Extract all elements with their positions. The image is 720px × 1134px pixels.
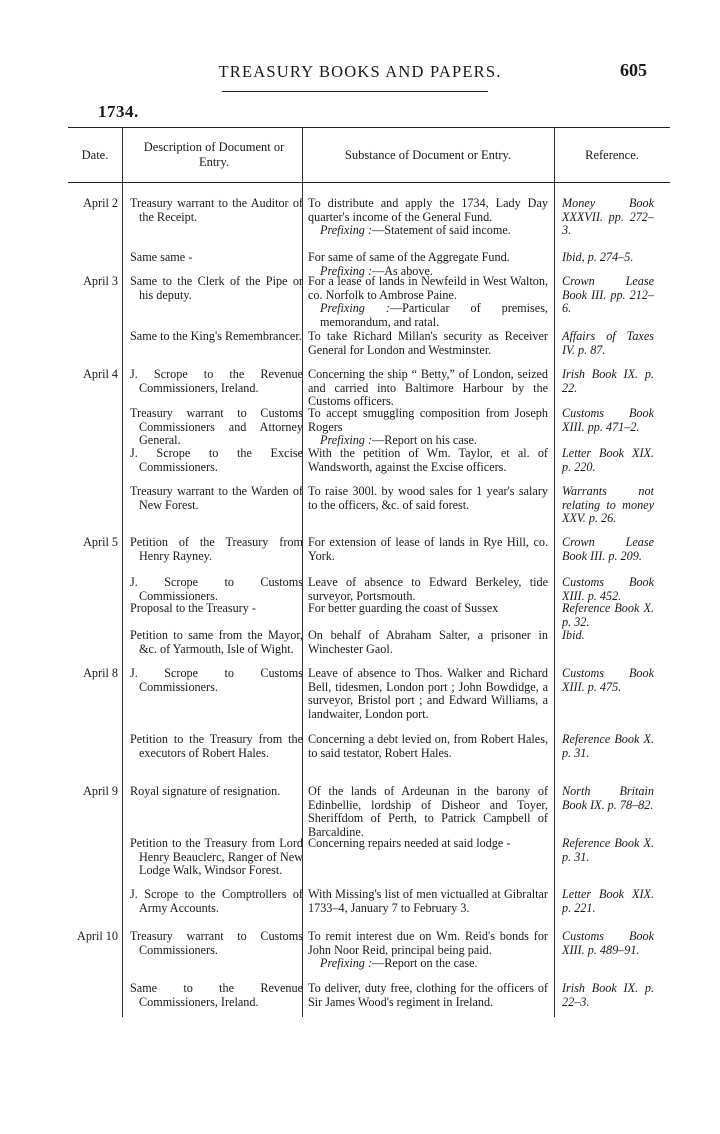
prefixing-label: Prefixing : [320, 223, 373, 238]
entry-reference: Crown Lease Book III. pp. 212–6. [562, 274, 654, 316]
entry-description: Same same - [130, 250, 193, 264]
entry-reference: Money Book XXXVII. pp. 272–3. [562, 196, 654, 238]
entry-substance [308, 785, 548, 839]
entry-description: Treasury warrant to the Auditor of the Receipt. [130, 196, 303, 224]
table-top-rule [68, 127, 670, 128]
entry-date: April 2 [83, 196, 118, 210]
entry-description: J. Scrope to the Excise Commissioners. [130, 446, 303, 474]
column-divider [122, 127, 123, 1017]
entry-reference: Warrants not relating to money XXV. p. 26. [562, 484, 654, 526]
entry-description: Petition to same from the Mayor, &c. of Yarmouth, Isle of Wight. [130, 628, 303, 656]
entry-substance-text: For extension of lease of lands in Rye Hill, co. York. [308, 535, 548, 563]
entry-substance-text: Concerning the ship “ Betty,” of London, seized and carried into Baltimore Harbour by the Customs officers. [308, 367, 548, 409]
prefixing-text: —As above. [372, 263, 433, 278]
entry-substance-text: Leave of absence to Thos. Walker and Richard Bell, tidesmen, London port ; John Bowdidge, a surveyor, Bristol port ; and Edward Williams, a landwaiter, London port. [308, 666, 548, 721]
entry-reference: Customs Book XIII. pp. 471–2. [562, 406, 654, 434]
entry-description: J. Scrope to Customs Commissioners. [130, 575, 303, 603]
entry-reference: Reference Book X. p. 31. [562, 732, 654, 760]
entry-date: April 5 [83, 535, 118, 549]
entry-substance [308, 733, 548, 760]
entry-reference: Letter Book XIX. p. 220. [562, 446, 654, 474]
entry-substance [308, 485, 548, 512]
col-header-description: Description of Document or Entry. [143, 140, 285, 169]
entry-reference: Irish Book IX. p. 22. [562, 367, 654, 395]
col-header-reference: Reference. [585, 148, 639, 162]
prefixing-label: Prefixing : [320, 433, 373, 448]
entry-substance [308, 330, 548, 357]
entry-prefixing-note [308, 224, 548, 238]
entry-reference: Letter Book XIX. p. 221. [562, 887, 654, 915]
entry-date: April 10 [77, 929, 118, 943]
entry-reference: Customs Book XIII. p. 475. [562, 666, 654, 694]
entry-description: Petition to the Treasury from Lord Henry Beauclerc, Ranger of New Lodge Walk, Windsor Forest. [130, 836, 303, 878]
entry-description: Same to the Revenue Commissioners, Ireland. [130, 981, 303, 1009]
entry-substance [308, 837, 548, 851]
entry-description: J. Scrope to Customs Commissioners. [130, 666, 303, 694]
prefixing-label: Prefixing : [320, 956, 373, 971]
entry-date: April 9 [83, 784, 118, 798]
records-table [68, 127, 670, 1017]
running-title: TREASURY BOOKS AND PAPERS. [218, 62, 502, 81]
entry-substance [308, 536, 548, 563]
entry-substance [308, 576, 548, 603]
entry-substance-text: With Missing's list of men victualled at Gibraltar 1733–4, January 7 to February 3. [308, 887, 548, 915]
entry-substance [308, 629, 548, 656]
entry-substance [308, 275, 548, 329]
entry-substance [308, 930, 548, 971]
entry-description: Same to the Clerk of the Pipe or his deputy. [130, 274, 303, 302]
entry-date: April 4 [83, 367, 118, 381]
entry-reference: Customs Book XIII. p. 489–91. [562, 929, 654, 957]
entry-reference: North Britain Book IX. p. 78–82. [562, 784, 654, 812]
entry-substance-text: For better guarding the coast of Sussex [308, 601, 499, 615]
entry-substance [308, 197, 548, 238]
entry-description: Treasury warrant to Customs Commissioners and Attorney General. [130, 406, 303, 448]
entry-substance [308, 982, 548, 1009]
entry-description: Same to the King's Remembrancer. [130, 329, 302, 343]
entry-substance-text: On behalf of Abraham Salter, a prisoner in Winchester Gaol. [308, 628, 548, 656]
prefixing-text: —Report on the case. [372, 956, 478, 971]
entry-substance-text: To remit interest due on Wm. Reid's bonds for John Noor Reid, principal being paid. [308, 929, 548, 957]
entry-reference: Irish Book IX. p. 22–3. [562, 981, 654, 1009]
entry-substance-text: With the petition of Wm. Taylor, et al. of Wandsworth, against the Excise officers. [308, 446, 548, 474]
prefixing-text: —Particular of premises, memorandum, and ratal. [320, 301, 548, 329]
entry-prefixing-note [308, 302, 548, 329]
entry-substance-text: To accept smuggling composition from Joseph Rogers [308, 406, 548, 434]
entry-reference: Affairs of Taxes IV. p. 87. [562, 329, 654, 357]
header-rule [222, 91, 488, 92]
entry-reference: Ibid, p. 274–5. [562, 250, 634, 264]
entry-description: Royal signature of resignation. [130, 784, 281, 798]
entry-reference: Reference Book X. p. 31. [562, 836, 654, 864]
entry-prefixing-note [308, 957, 548, 971]
entry-substance [308, 602, 548, 616]
prefixing-text: —Statement of said income. [372, 223, 511, 238]
entry-substance [308, 667, 548, 721]
entry-substance-text: To distribute and apply the 1734, Lady Day quarter's income of the General Fund. [308, 196, 548, 224]
entry-date: April 3 [83, 274, 118, 288]
entry-substance-text: Concerning repairs needed at said lodge - [308, 836, 511, 850]
entry-description: Petition of the Treasury from Henry Rayney. [130, 535, 303, 563]
entry-substance [308, 407, 548, 448]
entry-reference: Customs Book XIII. p. 452. [562, 575, 654, 603]
column-divider [554, 127, 555, 1017]
entry-substance-text: To raise 300l. by wood sales for 1 year's salary to the officers, &c. of said forest. [308, 484, 548, 512]
entry-description: J. Scrope to the Revenue Commissioners, Ireland. [130, 367, 303, 395]
entry-substance-text: For a lease of lands in Newfeild in West Walton, co. Norfolk to Ambrose Paine. [308, 274, 548, 302]
entry-substance-text: To deliver, duty free, clothing for the officers of Sir James Wood's regiment in Ireland. [308, 981, 548, 1009]
entry-substance [308, 888, 548, 915]
entry-description: J. Scrope to the Comptrollers of Army Accounts. [130, 887, 303, 915]
entry-substance-text: To take Richard Millan's security as Receiver General for London and Westminster. [308, 329, 548, 357]
prefixing-label: Prefixing : [320, 263, 373, 278]
entry-substance [308, 368, 548, 409]
col-header-substance: Substance of Document or Entry. [344, 148, 512, 162]
entry-substance-text: Of the lands of Ardeunan in the barony of Edinbellie, lordship of Disheor and Toyer, Sheriffdom of Perth, to Patrick Campbell of Barcaldine. [308, 784, 548, 839]
year-heading: 1734. [98, 102, 139, 121]
prefixing-label: Prefixing : [320, 301, 390, 316]
entry-reference: Crown Lease Book III. p. 209. [562, 535, 654, 563]
entry-substance-text: Leave of absence to Edward Berkeley, tide surveyor, Portsmouth. [308, 575, 548, 603]
entry-date: April 8 [83, 666, 118, 680]
entry-description: Treasury warrant to Customs Commissioners. [130, 929, 303, 957]
entry-description: Petition to the Treasury from the executors of Robert Hales. [130, 732, 303, 760]
table-head-rule [68, 182, 670, 183]
entry-description: Proposal to the Treasury - [130, 601, 256, 615]
entry-substance [308, 447, 548, 474]
prefixing-text: —Report on his case. [372, 433, 477, 448]
entry-reference: Ibid. [562, 628, 585, 642]
entry-description: Treasury warrant to the Warden of New Forest. [130, 484, 303, 512]
col-header-date: Date. [81, 148, 109, 162]
entry-substance-text: Concerning a debt levied on, from Robert Hales, to said testator, Robert Hales. [308, 732, 548, 760]
entry-substance-text: For same of same of the Aggregate Fund. [308, 250, 510, 264]
page-number: 605 [620, 60, 647, 80]
entry-reference: Reference Book X. p. 32. [562, 601, 654, 629]
